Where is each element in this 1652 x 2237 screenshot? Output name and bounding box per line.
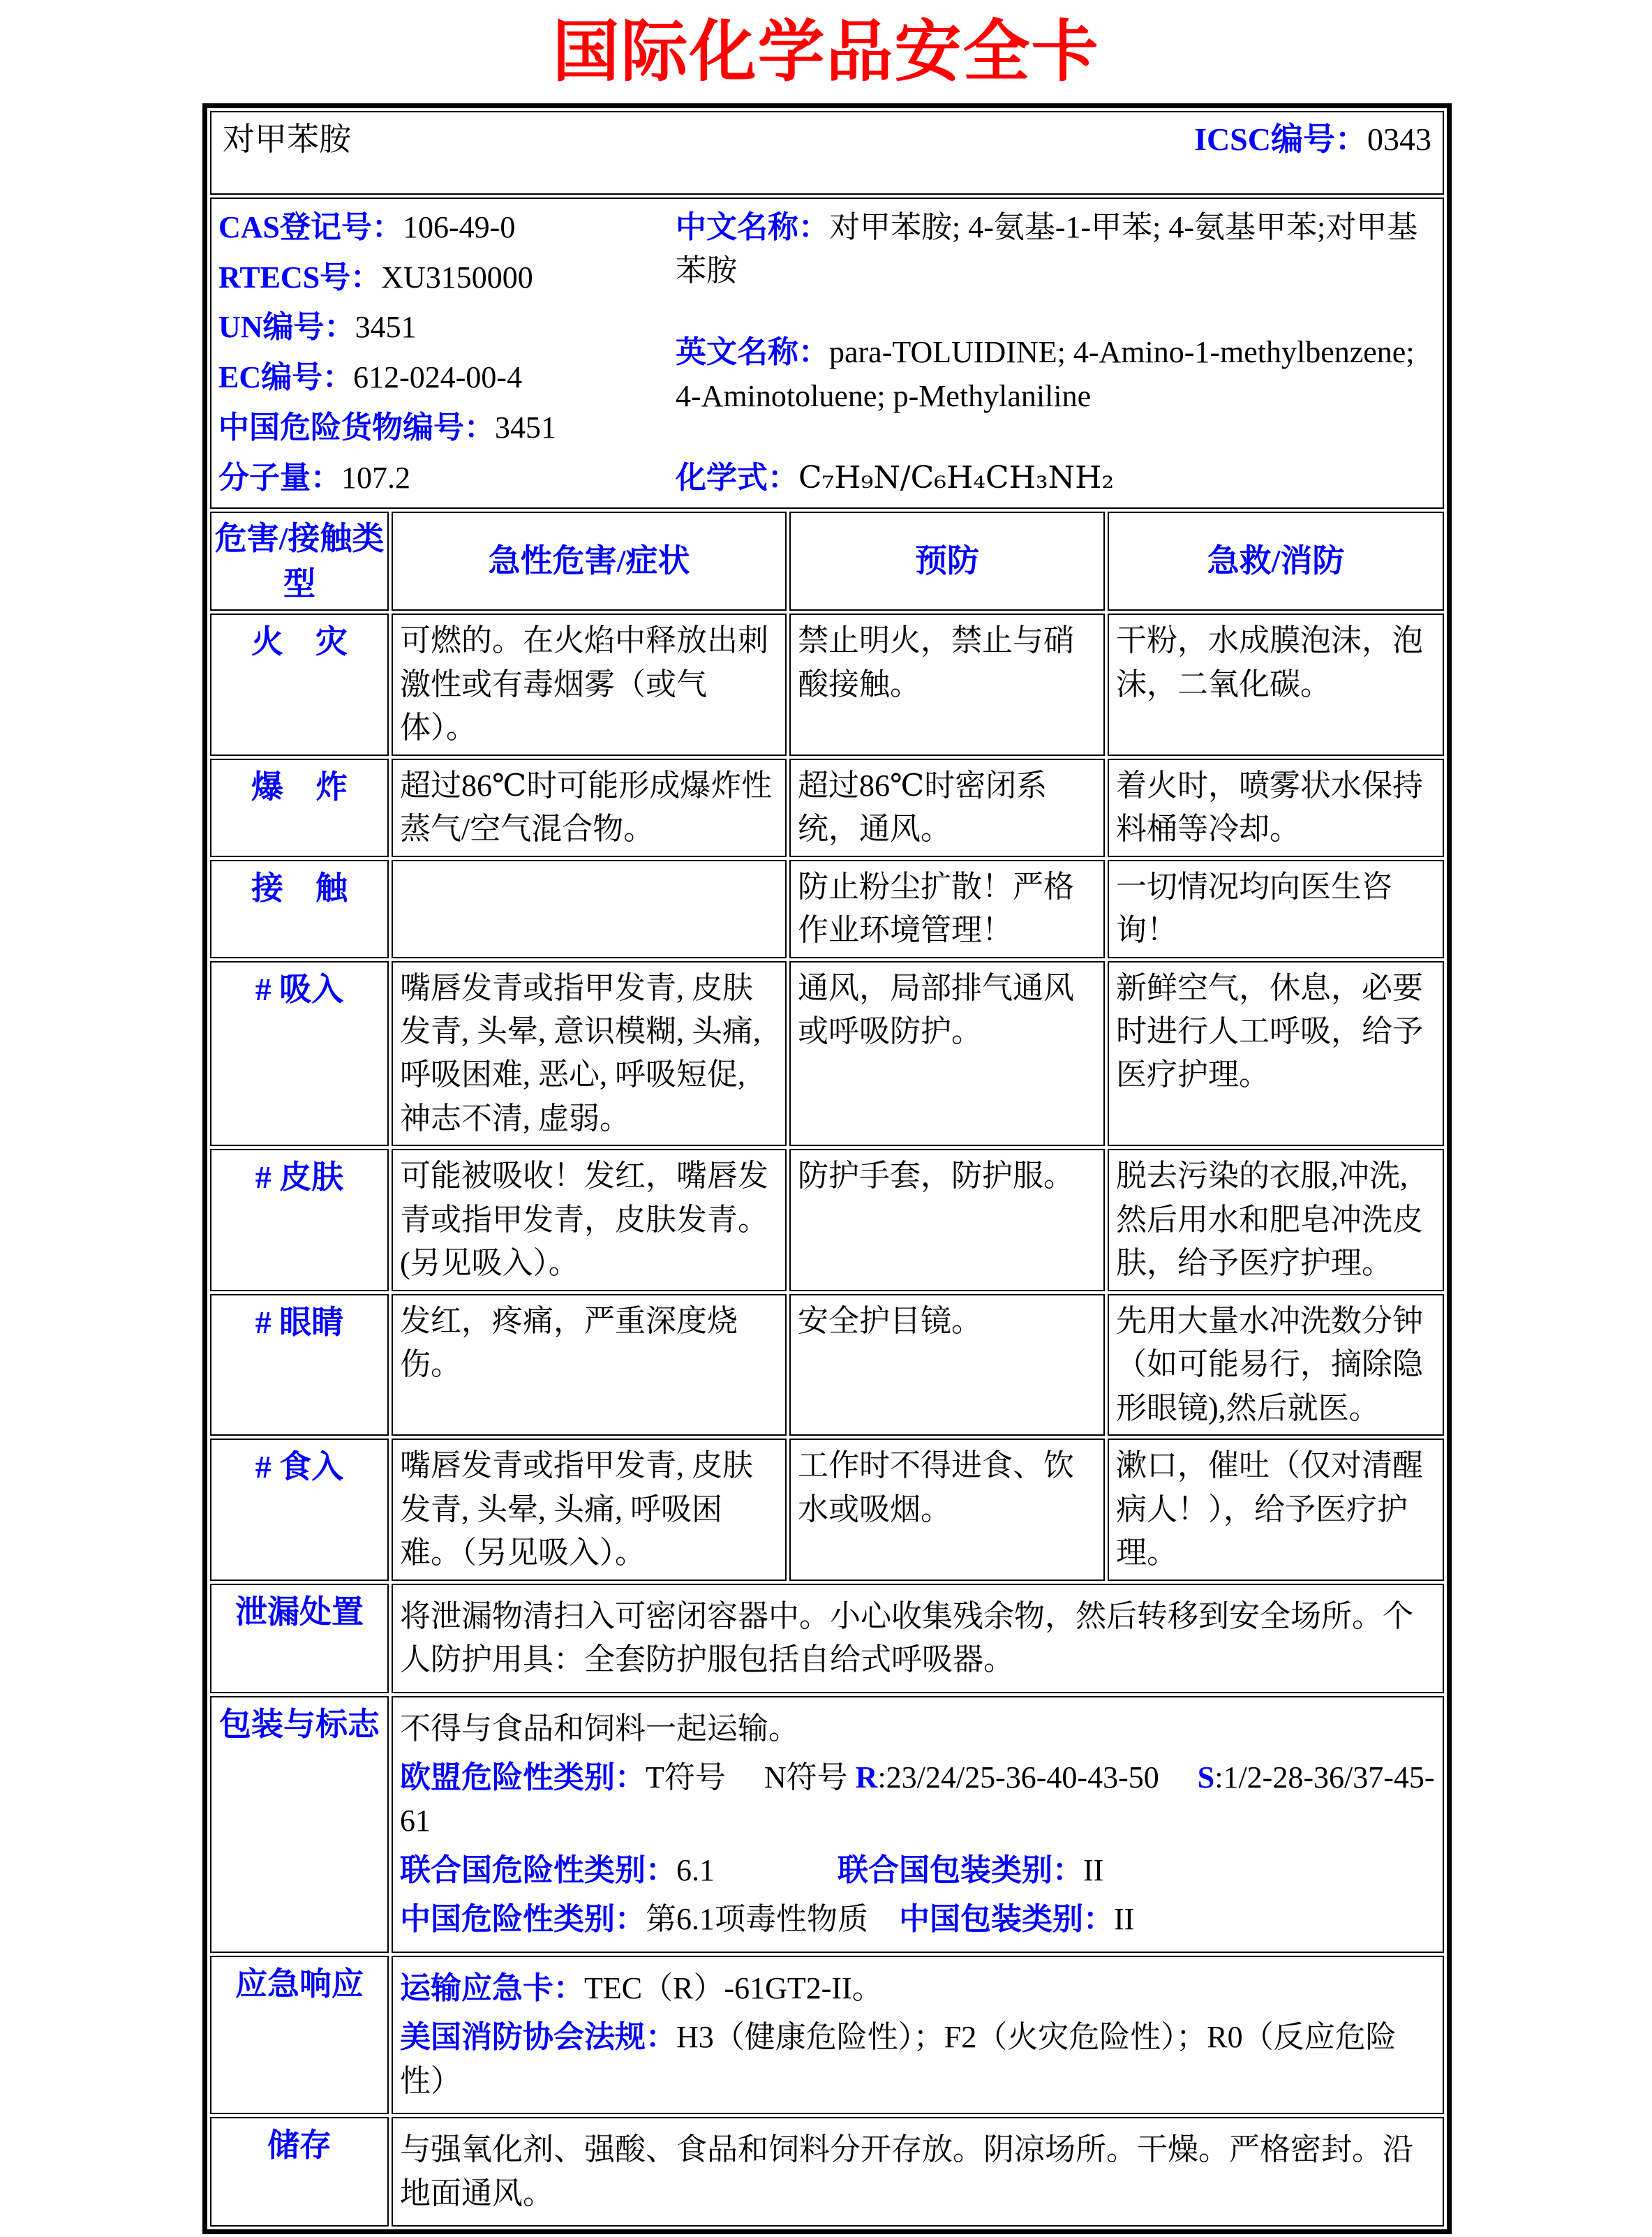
field-label: 中国包装类别： bbox=[899, 1902, 1114, 1937]
icsc-card bbox=[202, 103, 1452, 2235]
prevention-cell: 防止粉尘扩散！严格作业环境管理！ bbox=[789, 860, 1105, 958]
molweight-label: 分子量： bbox=[218, 461, 341, 496]
chinese-name-value: 对甲苯胺; 4-氨基-1-甲苯; 4-氨基甲苯;对甲基苯胺 bbox=[676, 209, 1418, 288]
field-value: II bbox=[1114, 1902, 1135, 1937]
page-title: 国际化学品安全卡 bbox=[552, 15, 1100, 89]
field-value: 6.1 bbox=[676, 1852, 838, 1887]
prevention-cell: 超过86℃时密闭系统，通风。 bbox=[789, 759, 1105, 857]
english-name-value: para-TOLUIDINE; 4-Amino-1-methylbenzene; 4-Aminotoluene; p-Methylaniline bbox=[676, 335, 1415, 413]
emergency-response-row bbox=[210, 1956, 1444, 2114]
response-cell: 新鲜空气，休息，必要时进行人工呼吸，给予医疗护理。 bbox=[1108, 961, 1444, 1147]
cn-dg-label: 中国危险货物编号： bbox=[218, 410, 495, 445]
text-line bbox=[400, 1849, 1436, 1892]
names-column bbox=[676, 203, 1436, 503]
text-line bbox=[400, 1707, 1436, 1751]
hazard-row-skin bbox=[210, 1149, 1444, 1291]
section-label: 包装与标志 bbox=[210, 1696, 389, 1953]
field-label: 欧盟危险性类别： bbox=[400, 1760, 646, 1794]
symptoms-cell: 超过86℃时可能形成爆炸性蒸气/空气混合物。 bbox=[392, 759, 787, 857]
icsc-number-value: 0343 bbox=[1367, 121, 1431, 157]
cn-dg-value: 3451 bbox=[495, 410, 556, 445]
symptoms-cell bbox=[392, 860, 787, 958]
section-label: 泄漏处置 bbox=[210, 1584, 389, 1693]
identifiers-cell bbox=[210, 198, 1444, 509]
formula-label: 化学式： bbox=[676, 461, 798, 496]
substance-header-row bbox=[210, 111, 1444, 195]
section-content bbox=[392, 1696, 1444, 1953]
field-value: 第6.1项毒性物质 bbox=[646, 1902, 899, 1937]
ec-value: 612-024-00-4 bbox=[353, 360, 523, 395]
field-label: S bbox=[1197, 1760, 1215, 1794]
text-line bbox=[400, 1967, 1436, 2010]
id-line-cas bbox=[218, 206, 676, 249]
hazard-type-cell: 火 灾 bbox=[210, 614, 389, 755]
hazard-row-exposure bbox=[210, 860, 1444, 958]
storage-row bbox=[210, 2117, 1444, 2227]
rtecs-label: RTECS号： bbox=[218, 260, 382, 295]
response-cell: 脱去污染的衣服,冲洗,然后用水和肥皂冲洗皮肤，给予医疗护理。 bbox=[1108, 1149, 1444, 1291]
ec-label: EC编号： bbox=[218, 360, 354, 395]
response-cell: 先用大量水冲洗数分钟（如可能易行，摘除隐形眼镜),然后就医。 bbox=[1108, 1294, 1444, 1436]
field-value: T符号 N符号 bbox=[646, 1760, 856, 1794]
field-label: 联合国包装类别： bbox=[838, 1852, 1083, 1887]
hazard-row-fire bbox=[210, 614, 1444, 755]
symptoms-cell: 嘴唇发青或指甲发青, 皮肤发青, 头晕, 意识模糊, 头痛, 呼吸困难, 恶心, 呼吸短促, 神志不清, 虚弱。 bbox=[392, 961, 787, 1147]
field-value: 不得与食品和饲料一起运输。 bbox=[400, 1711, 799, 1746]
hazard-table-header-row bbox=[210, 512, 1444, 611]
english-name-line bbox=[676, 331, 1436, 418]
substance-name: 对甲苯胺 bbox=[223, 121, 351, 157]
response-cell: 漱口，催吐（仅对清醒病人！），给予医疗护理。 bbox=[1108, 1439, 1444, 1580]
field-label: 美国消防协会法规： bbox=[400, 2020, 676, 2055]
field-label: R bbox=[855, 1760, 878, 1794]
field-label: 中国危险性类别： bbox=[400, 1902, 646, 1937]
molweight-value: 107.2 bbox=[341, 461, 410, 496]
field-value: TEC（R）-61GT2-II。 bbox=[584, 1970, 883, 2005]
hazard-row-explosion bbox=[210, 759, 1444, 857]
icsc-number bbox=[1194, 117, 1431, 162]
section-content bbox=[392, 1584, 1444, 1693]
field-value: 将泄漏物清扫入可密闭容器中。小心收集残余物，然后转移到安全场所。个人防护用具：全套防护服包括自给式呼吸器。 bbox=[400, 1598, 1413, 1677]
section-content bbox=[392, 1956, 1444, 2114]
header-prevention: 预防 bbox=[789, 512, 1105, 611]
id-line-ec bbox=[218, 356, 676, 399]
field-label: 联合国危险性类别： bbox=[400, 1852, 676, 1887]
hazard-type-cell: 爆 炸 bbox=[210, 759, 389, 857]
rtecs-value: XU3150000 bbox=[381, 260, 533, 295]
cas-value: 106-49-0 bbox=[403, 209, 516, 244]
field-value: :1/2-28-36/37-45-61 bbox=[400, 1760, 1435, 1838]
id-line-molweight bbox=[218, 456, 676, 500]
text-line bbox=[400, 1898, 1436, 1941]
un-value: 3451 bbox=[355, 310, 417, 345]
response-cell: 干粉，水成膜泡沫，泡沫，二氧化碳。 bbox=[1108, 614, 1444, 755]
prevention-cell: 防护手套，防护服。 bbox=[789, 1149, 1105, 1291]
id-numbers-column bbox=[218, 203, 676, 503]
symptoms-cell: 可燃的。在火焰中释放出刺激性或有毒烟雾（或气体）。 bbox=[392, 614, 787, 755]
icsc-number-label: ICSC编号： bbox=[1194, 121, 1367, 157]
hazard-type-cell: # 吸入 bbox=[210, 961, 389, 1147]
symptoms-cell: 可能被吸收！发红，嘴唇发青或指甲发青，皮肤发青。(另见吸入）。 bbox=[392, 1149, 787, 1291]
text-line bbox=[400, 1756, 1436, 1843]
response-cell: 一切情况均向医生咨询！ bbox=[1108, 860, 1444, 958]
field-value: II bbox=[1083, 1852, 1104, 1887]
id-line-cn-dg bbox=[218, 406, 676, 449]
symptoms-cell: 嘴唇发青或指甲发青, 皮肤发青, 头晕, 头痛, 呼吸困难。（另见吸入）。 bbox=[392, 1439, 787, 1580]
prevention-cell: 禁止明火，禁止与硝酸接触。 bbox=[789, 614, 1105, 755]
prevention-cell: 安全护目镜。 bbox=[789, 1294, 1105, 1436]
hazard-type-cell: # 皮肤 bbox=[210, 1149, 389, 1291]
substance-header-cell bbox=[210, 111, 1444, 195]
hazard-type-cell: # 食入 bbox=[210, 1439, 389, 1580]
hazard-type-cell: # 眼睛 bbox=[210, 1294, 389, 1436]
hazard-row-ingestion bbox=[210, 1439, 1444, 1580]
id-line-rtecs bbox=[218, 256, 676, 299]
header-response: 急救/消防 bbox=[1108, 512, 1444, 611]
identifiers-row bbox=[210, 198, 1444, 509]
field-value: 与强氧化剂、强酸、食品和饲料分开存放。阴凉场所。干燥。严格密封。沿地面通风。 bbox=[400, 2132, 1413, 2210]
prevention-cell: 工作时不得进食、饮水或吸烟。 bbox=[789, 1439, 1105, 1580]
hazard-row-eyes bbox=[210, 1294, 1444, 1436]
symptoms-cell: 发红，疼痛，严重深度烧伤。 bbox=[392, 1294, 787, 1436]
text-line bbox=[400, 2016, 1436, 2103]
header-symptoms: 急性危害/症状 bbox=[392, 512, 787, 611]
header-hazard-type: 危害/接触类型 bbox=[210, 512, 389, 611]
hazard-type-cell: 接 触 bbox=[210, 860, 389, 958]
formula-value: C₇H₉N/C₆H₄CH₃NH₂ bbox=[798, 460, 1115, 496]
field-label: 运输应急卡： bbox=[400, 1970, 584, 2005]
spillage-row bbox=[210, 1584, 1444, 1693]
section-label: 储存 bbox=[210, 2117, 389, 2227]
un-label: UN编号： bbox=[218, 310, 355, 345]
text-line bbox=[400, 2128, 1436, 2215]
id-line-un bbox=[218, 306, 676, 349]
hazard-row-inhalation bbox=[210, 961, 1444, 1147]
section-label: 应急响应 bbox=[210, 1956, 389, 2114]
chinese-name-label: 中文名称： bbox=[676, 209, 829, 244]
field-value: :23/24/25-36-40-43-50 bbox=[877, 1760, 1198, 1794]
packaging-row bbox=[210, 1696, 1444, 1953]
text-line bbox=[400, 1595, 1436, 1682]
cas-label: CAS登记号： bbox=[218, 209, 403, 244]
english-name-label: 英文名称： bbox=[676, 335, 829, 370]
section-content bbox=[392, 2117, 1444, 2227]
field-value: H3（健康危险性）；F2（火灾危险性）；R0（反应危险性） bbox=[400, 2020, 1397, 2098]
prevention-cell: 通风，局部排气通风或呼吸防护。 bbox=[789, 961, 1105, 1147]
response-cell: 着火时，喷雾状水保持料桶等冷却。 bbox=[1108, 759, 1444, 857]
chinese-name-line bbox=[676, 206, 1436, 293]
formula-line bbox=[676, 456, 1436, 500]
